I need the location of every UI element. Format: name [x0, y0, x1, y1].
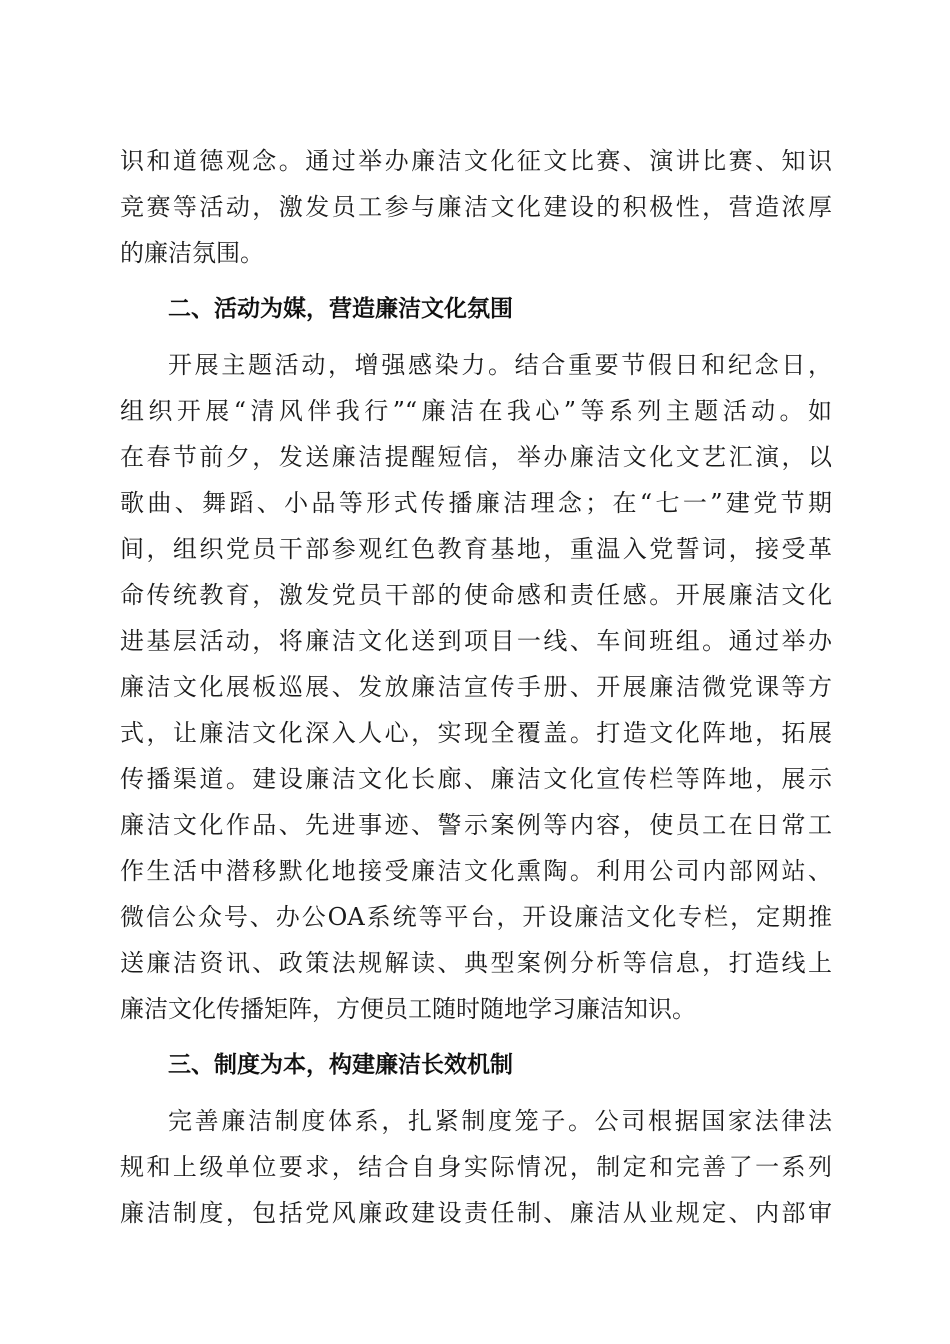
- text-line: 的廉洁氛围。: [120, 239, 264, 267]
- paragraph-3: [120, 1098, 832, 1236]
- text-line: 廉洁文化传播矩阵，方便员工随时随地学习廉洁知识。: [120, 995, 696, 1023]
- text-line: 式，让廉洁文化深入人心，实现全覆盖。打造文化阵地，拓展: [120, 719, 832, 747]
- text-line: 送廉洁资讯、政策法规解读、典型案例分析等信息，打造线上: [120, 949, 832, 977]
- paragraph-2: [120, 342, 832, 1032]
- text-line: 进基层活动，将廉洁文化送到项目一线、车间班组。通过举办: [120, 627, 832, 655]
- text-line: 完善廉洁制度体系，扎紧制度笼子。公司根据国家法律法: [168, 1107, 832, 1135]
- text-line: 命传统教育，激发党员干部的使命感和责任感。开展廉洁文化: [120, 581, 832, 609]
- text-line: 廉洁文化作品、先进事迹、警示案例等内容，使员工在日常工: [120, 811, 832, 839]
- text-line: 识和道德观念。通过举办廉洁文化征文比赛、演讲比赛、知识: [120, 147, 832, 175]
- text-line: 竞赛等活动，激发员工参与廉洁文化建设的积极性，营造浓厚: [120, 193, 832, 221]
- text-line: 组织开展“清风伴我行”“廉洁在我心”等系列主题活动。如: [120, 397, 832, 425]
- text-line: 间，组织党员干部参观红色教育基地，重温入党誓词，接受革: [120, 535, 832, 563]
- section-heading-3: 三、制度为本，构建廉洁长效机制: [168, 1052, 513, 1078]
- text-line: 廉洁制度，包括党风廉政建设责任制、廉洁从业规定、内部审: [120, 1199, 832, 1227]
- text-line: 微信公众号、办公OA系统等平台，开设廉洁文化专栏，定期推: [120, 903, 832, 931]
- text-line: 开展主题活动，增强感染力。结合重要节假日和纪念日，: [168, 351, 832, 379]
- text-line: 歌曲、舞蹈、小品等形式传播廉洁理念；在“七一”建党节期: [120, 489, 832, 517]
- text-line: 廉洁文化展板巡展、发放廉洁宣传手册、开展廉洁微党课等方: [120, 673, 832, 701]
- text-line: 在春节前夕，发送廉洁提醒短信，举办廉洁文化文艺汇演，以: [120, 443, 832, 471]
- text-line: 作生活中潜移默化地接受廉洁文化熏陶。利用公司内部网站、: [120, 857, 832, 885]
- section-heading-2: 二、活动为媒，营造廉洁文化氛围: [168, 296, 513, 322]
- text-line: 规和上级单位要求，结合自身实际情况，制定和完善了一系列: [120, 1153, 832, 1181]
- document-body: [120, 138, 832, 1236]
- paragraph-1: [120, 138, 832, 276]
- text-line: 传播渠道。建设廉洁文化长廊、廉洁文化宣传栏等阵地，展示: [120, 765, 832, 793]
